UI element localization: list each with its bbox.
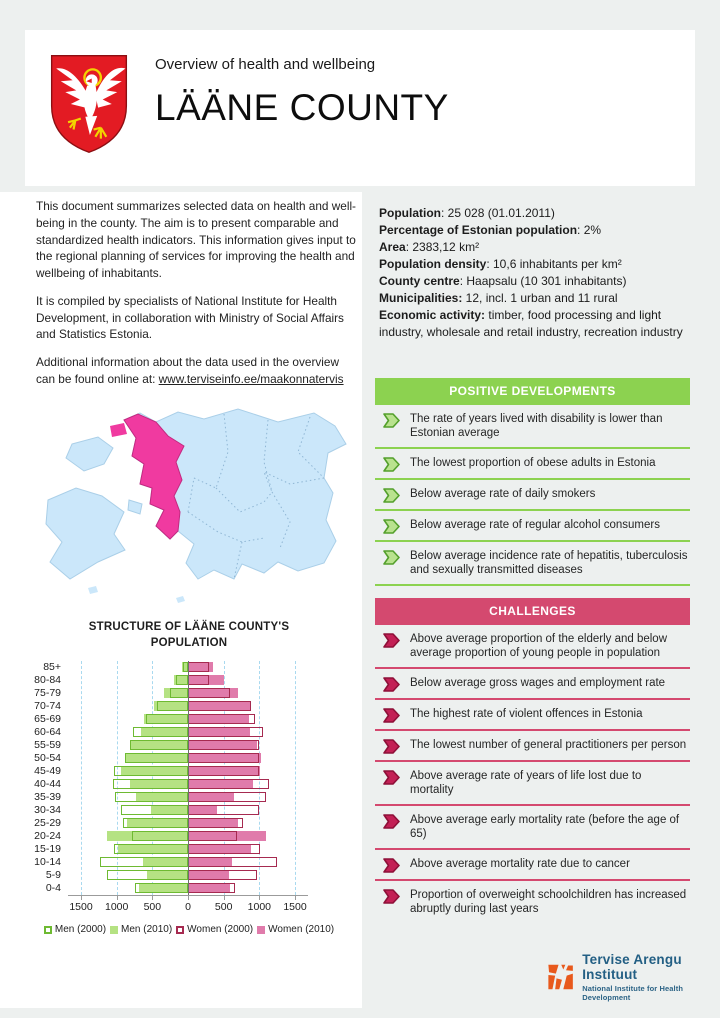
page-title: LÄÄNE COUNTY — [155, 87, 449, 128]
list-item-text: The rate of years lived with disability is lower than Estonian average — [410, 413, 663, 440]
chart-title: STRUCTURE OF LÄÄNE COUNTY'S POPULATION — [88, 621, 290, 649]
legend-label: Women (2000) — [187, 924, 254, 936]
list-item — [375, 850, 690, 881]
women-bar — [188, 662, 209, 672]
challenges-panel — [375, 598, 690, 923]
chart-y-axis-labels — [24, 661, 68, 916]
x-tick — [259, 896, 260, 900]
x-tick — [188, 896, 189, 900]
y-axis-label: 5-9 — [45, 869, 61, 882]
y-axis-label: 55-59 — [34, 739, 61, 752]
women-bar — [188, 883, 235, 893]
women-bar — [188, 857, 277, 867]
island-hiiumaa — [66, 437, 113, 471]
women-bar — [188, 831, 237, 841]
x-tick-label: 500 — [214, 901, 233, 914]
list-item-text: Above average early mortality rate (before the age of 65) — [410, 813, 680, 841]
x-tick — [152, 896, 153, 900]
list-item — [375, 405, 690, 449]
men-bar — [146, 714, 188, 724]
zero-axis-line — [188, 661, 189, 895]
women-bar — [188, 727, 263, 737]
positive-developments-header: POSITIVE DEVELOPMENTS — [375, 378, 690, 405]
intro-text — [36, 198, 356, 399]
y-axis-label: 85+ — [43, 661, 61, 674]
estonia-map — [28, 392, 356, 610]
stat-line: Economic activity: timber, food processing and light industry, wholesale and retail industry, recreation industry — [379, 308, 683, 340]
men-bar — [125, 753, 188, 763]
men-bar — [121, 805, 188, 815]
stat-line: County centre: Haapsalu (10 301 inhabitants) — [379, 274, 627, 289]
men-bar — [114, 766, 188, 776]
list-item — [375, 700, 690, 731]
island-saaremaa — [46, 488, 125, 579]
men-bar — [100, 857, 188, 867]
arrow-icon — [383, 413, 400, 428]
y-axis-label: 45-49 — [34, 765, 61, 778]
positive-developments-panel — [375, 378, 690, 586]
population-chart — [24, 620, 354, 935]
list-item — [375, 669, 690, 700]
institute-logo-icon — [547, 957, 574, 997]
y-axis-label: 75-79 — [34, 687, 61, 700]
list-item — [375, 542, 690, 586]
women-bar — [188, 766, 259, 776]
y-axis-label: 70-74 — [34, 700, 61, 713]
arrow-icon — [383, 457, 400, 472]
intro-paragraph-1: This document summarizes selected data on health and well-being in the county. The aim is to present comparable and standardized health indicators. This information gives input to the regional planning of services for improving the health and wellbeing of inhabitants. — [36, 199, 356, 280]
coat-of-arms — [48, 52, 130, 156]
y-axis-label: 50-54 — [34, 752, 61, 765]
legend-entry — [44, 924, 106, 935]
left-column — [0, 192, 362, 1008]
legend-swatch — [44, 926, 52, 934]
x-tick — [81, 896, 82, 900]
list-item — [375, 762, 690, 806]
legend-label: Men (2010) — [121, 924, 173, 936]
legend-entry — [110, 924, 172, 935]
x-tick-label: 1000 — [247, 901, 272, 914]
women-bar — [188, 714, 255, 724]
men-bar — [135, 883, 188, 893]
list-item-text: Below average rate of regular alcohol consumers — [410, 518, 660, 531]
institute-name-en: National Institute for Health Development — [582, 984, 684, 1002]
x-tick-label: 500 — [143, 901, 162, 914]
men-bar — [114, 844, 188, 854]
y-axis-label: 60-64 — [34, 726, 61, 739]
arrow-icon — [383, 739, 400, 754]
men-bar — [107, 870, 188, 880]
women-bar — [188, 675, 209, 685]
legend-swatch — [110, 926, 118, 934]
men-bar — [157, 701, 188, 711]
x-tick-label: 1500 — [69, 901, 93, 914]
positive-developments-list — [375, 405, 690, 586]
list-item-text: Above average mortality rate due to cancer — [410, 857, 630, 870]
intro-paragraph-2: It is compiled by specialists of National Institute for Health Development, in collaboration with Ministry of Social Affairs and Statistics Estonia. — [36, 293, 344, 342]
list-item — [375, 511, 690, 542]
right-column — [375, 0, 690, 1018]
county-stats — [379, 205, 687, 341]
x-tick — [224, 896, 225, 900]
y-axis-label: 0-4 — [45, 882, 61, 895]
y-axis-label: 80-84 — [34, 674, 61, 687]
women-bar — [188, 688, 230, 698]
arrow-icon — [383, 708, 400, 723]
men-bar — [133, 727, 188, 737]
men-bar — [170, 688, 188, 698]
stat-line: Area: 2383,12 km² — [379, 240, 480, 255]
arrow-icon — [383, 858, 400, 873]
stat-line: Population density: 10,6 inhabitants per km² — [379, 257, 622, 272]
x-tick — [117, 896, 118, 900]
list-item-text: The lowest proportion of obese adults in Estonia — [410, 456, 656, 469]
women-bar — [188, 805, 259, 815]
women-bar — [188, 792, 266, 802]
men-bar — [130, 740, 188, 750]
intro-link-lead: Additional information about the data used in the overview can be found online at: — [36, 355, 339, 386]
y-axis-label: 25-29 — [34, 817, 61, 830]
y-axis-label: 40-44 — [34, 778, 61, 791]
list-item — [375, 731, 690, 762]
women-bar — [188, 870, 257, 880]
institute-logo — [547, 952, 690, 1002]
list-item — [375, 449, 690, 480]
legend-label: Women (2010) — [268, 924, 335, 936]
y-axis-label: 20-24 — [34, 830, 61, 843]
stat-line: Population: 25 028 (01.01.2011) — [379, 206, 555, 220]
list-item-text: Below average gross wages and employment rate — [410, 676, 666, 689]
legend-swatch — [257, 926, 265, 934]
legend-label: Men (2000) — [54, 924, 107, 936]
arrow-icon — [383, 814, 400, 829]
list-item-text: Below average incidence rate of hepatitis, tuberculosis and sexually transmitted diseases — [410, 549, 688, 577]
men-bar — [113, 779, 188, 789]
list-item-text: The highest rate of violent offences in Estonia — [410, 707, 643, 720]
chart-legend — [24, 924, 354, 935]
y-axis-label: 30-34 — [34, 804, 61, 817]
y-axis-label: 15-19 — [34, 843, 61, 856]
list-item — [375, 480, 690, 511]
x-tick-label: 1500 — [283, 901, 307, 914]
women-bar — [188, 740, 259, 750]
men-bar — [132, 831, 188, 841]
info-link[interactable]: www.terviseinfo.ee/maakonnatervis — [158, 371, 344, 386]
women-bar — [188, 753, 259, 763]
challenges-header: CHALLENGES — [375, 598, 690, 625]
x-tick — [295, 896, 296, 900]
list-item — [375, 625, 690, 669]
stat-line: Percentage of Estonian population: 2% — [379, 223, 602, 238]
arrow-icon — [383, 550, 400, 565]
list-item-text: Proportion of overweight schoolchildren has increased abruptly during last years — [410, 888, 687, 916]
arrow-icon — [383, 488, 400, 503]
intro-paragraph-3 — [36, 354, 356, 388]
legend-entry — [257, 924, 334, 935]
x-tick-label: 1000 — [104, 901, 129, 914]
island-vormsi-highlight — [110, 423, 127, 437]
stat-line: Municipalities: 12, incl. 1 urban and 11 rural — [379, 291, 618, 306]
women-bar — [188, 779, 269, 789]
list-item-text: Above average rate of years of life lost due to mortality — [410, 769, 642, 797]
women-bar — [188, 844, 260, 854]
arrow-icon — [383, 633, 400, 648]
x-tick-label: 0 — [185, 901, 191, 914]
chart-x-axis — [68, 895, 308, 916]
arrow-icon — [383, 677, 400, 692]
document-subtitle: Overview of health and wellbeing — [155, 56, 376, 73]
list-item-text: Below average rate of daily smokers — [410, 487, 596, 500]
arrow-icon — [383, 770, 400, 785]
challenges-list — [375, 625, 690, 923]
men-bar — [115, 792, 188, 802]
list-item — [375, 806, 690, 850]
list-item — [375, 881, 690, 923]
women-bar — [188, 701, 251, 711]
men-bar — [123, 818, 188, 828]
legend-entry — [176, 924, 253, 935]
legend-swatch — [176, 926, 184, 934]
list-item-text: The lowest number of general practitioners per person — [410, 738, 687, 751]
women-bar — [188, 818, 243, 828]
y-axis-label: 35-39 — [34, 791, 61, 804]
men-bar — [176, 675, 188, 685]
y-axis-label: 10-14 — [34, 856, 61, 869]
arrow-icon — [383, 889, 400, 904]
arrow-icon — [383, 519, 400, 534]
institute-name: Tervise Arengu Instituut — [582, 952, 682, 982]
list-item-text: Above average proportion of the elderly and below average proportion of young people in population — [410, 633, 668, 660]
y-axis-label: 65-69 — [34, 713, 61, 726]
chart-plot-area — [68, 661, 308, 895]
